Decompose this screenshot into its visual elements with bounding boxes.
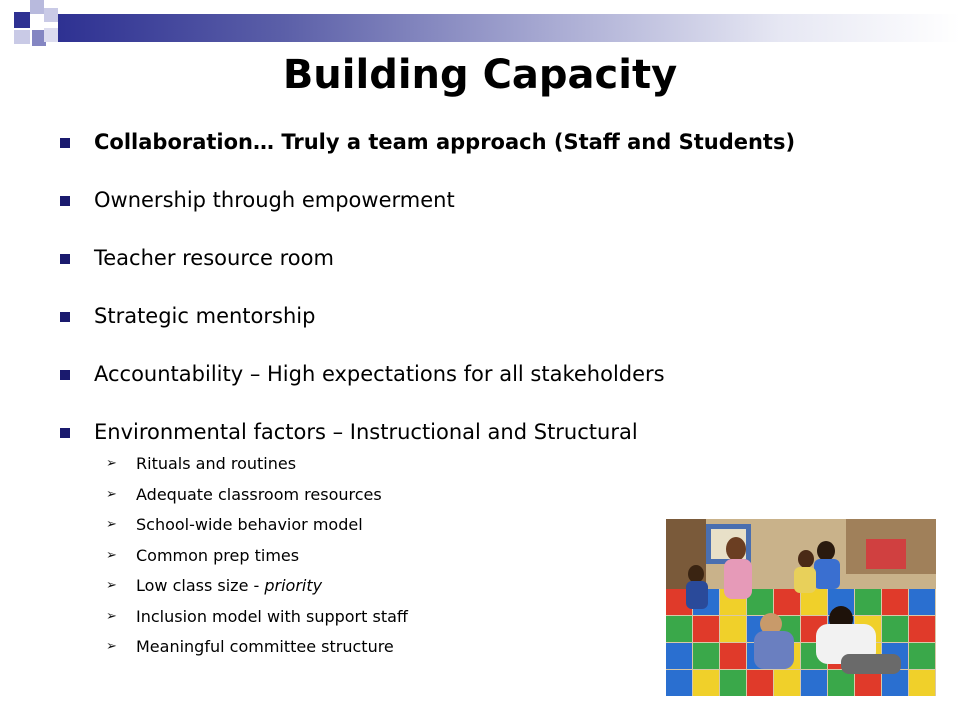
rug-tile bbox=[720, 616, 746, 642]
deco-square-dark bbox=[14, 12, 30, 28]
rug-tile bbox=[720, 670, 746, 696]
arrow-bullet-icon: ➢ bbox=[106, 608, 117, 624]
arrow-bullet-icon: ➢ bbox=[106, 517, 117, 532]
slide-title: Building Capacity bbox=[282, 52, 678, 98]
square-bullet-icon bbox=[60, 138, 70, 148]
bullet-item bbox=[58, 360, 858, 418]
rug-tile bbox=[693, 643, 719, 669]
sub-bullet-item bbox=[106, 544, 606, 575]
sub-bullet-item bbox=[106, 452, 606, 483]
rug-tile bbox=[666, 643, 692, 669]
bullet-text: Environmental factors – Instructional and Structural bbox=[94, 420, 638, 444]
arrow-bullet-icon: ➢ bbox=[106, 456, 117, 471]
square-bullet-icon bbox=[60, 428, 70, 438]
header-decoration bbox=[0, 0, 960, 60]
rug-tile bbox=[747, 670, 773, 696]
sub-bullet-text: Inclusion model with support staff bbox=[136, 606, 408, 626]
sub-bullet-text: School-wide behavior model bbox=[136, 515, 363, 534]
rug-tile bbox=[693, 670, 719, 696]
sub-bullet-item bbox=[106, 513, 606, 544]
rug-tile bbox=[720, 643, 746, 669]
bullet-item bbox=[58, 128, 858, 186]
arrow-bullet-icon: ➢ bbox=[106, 639, 117, 654]
arrow-bullet-icon: ➢ bbox=[106, 547, 117, 563]
sub-bullet-item bbox=[106, 483, 606, 514]
sub-bullet-text: Low class size - bbox=[136, 576, 265, 595]
sub-bullet-text: Adequate classroom resources bbox=[136, 484, 382, 504]
rug-tile bbox=[909, 670, 935, 696]
rug-tile bbox=[801, 670, 827, 696]
rug-tile bbox=[774, 670, 800, 696]
classroom-photo-image bbox=[666, 519, 936, 696]
sub-bullet-text: Rituals and routines bbox=[136, 454, 297, 473]
bullet-text: Collaboration… Truly a team approach (Staff and Students) bbox=[94, 130, 796, 154]
deco-square-light bbox=[44, 8, 58, 22]
sub-bullet-item bbox=[106, 605, 606, 636]
deco-square-light bbox=[44, 28, 58, 42]
rug-tile bbox=[909, 643, 935, 669]
bullet-item bbox=[58, 186, 858, 244]
sub-bullet-emphasis: priority bbox=[264, 576, 323, 595]
rug-tile bbox=[666, 616, 692, 642]
bullet-item bbox=[58, 244, 858, 302]
sub-bullet-list bbox=[106, 452, 606, 666]
square-bullet-icon bbox=[60, 196, 70, 206]
rug-tile bbox=[909, 616, 935, 642]
square-bullet-icon bbox=[60, 312, 70, 322]
arrow-bullet-icon: ➢ bbox=[106, 486, 117, 502]
rug-tile bbox=[693, 616, 719, 642]
deco-square-light bbox=[30, 0, 44, 14]
deco-square-light bbox=[14, 30, 30, 44]
bullet-text: Accountability – High expectations for all stakeholders bbox=[94, 362, 665, 386]
bullet-text: Ownership through empowerment bbox=[94, 188, 455, 212]
rug-tile bbox=[666, 670, 692, 696]
square-bullet-icon bbox=[60, 254, 70, 264]
rug-tile bbox=[882, 589, 908, 615]
rug-tile bbox=[855, 589, 881, 615]
sub-bullet-item bbox=[106, 635, 606, 666]
bullet-text: Teacher resource room bbox=[94, 246, 334, 270]
bullet-text: Strategic mentorship bbox=[94, 304, 316, 328]
rug-tile bbox=[774, 589, 800, 615]
sub-bullet-text: Common prep times bbox=[136, 545, 300, 565]
classroom-photo bbox=[666, 519, 936, 696]
arrow-bullet-icon: ➢ bbox=[106, 578, 117, 593]
square-bullet-icon bbox=[60, 370, 70, 380]
rug-tile bbox=[909, 589, 935, 615]
rug-tile bbox=[882, 616, 908, 642]
bullet-list bbox=[58, 128, 858, 476]
header-gradient-bar bbox=[58, 14, 960, 42]
sub-bullet-item bbox=[106, 574, 606, 605]
bullet-item bbox=[58, 302, 858, 360]
sub-bullet-text: Meaningful committee structure bbox=[136, 637, 394, 656]
